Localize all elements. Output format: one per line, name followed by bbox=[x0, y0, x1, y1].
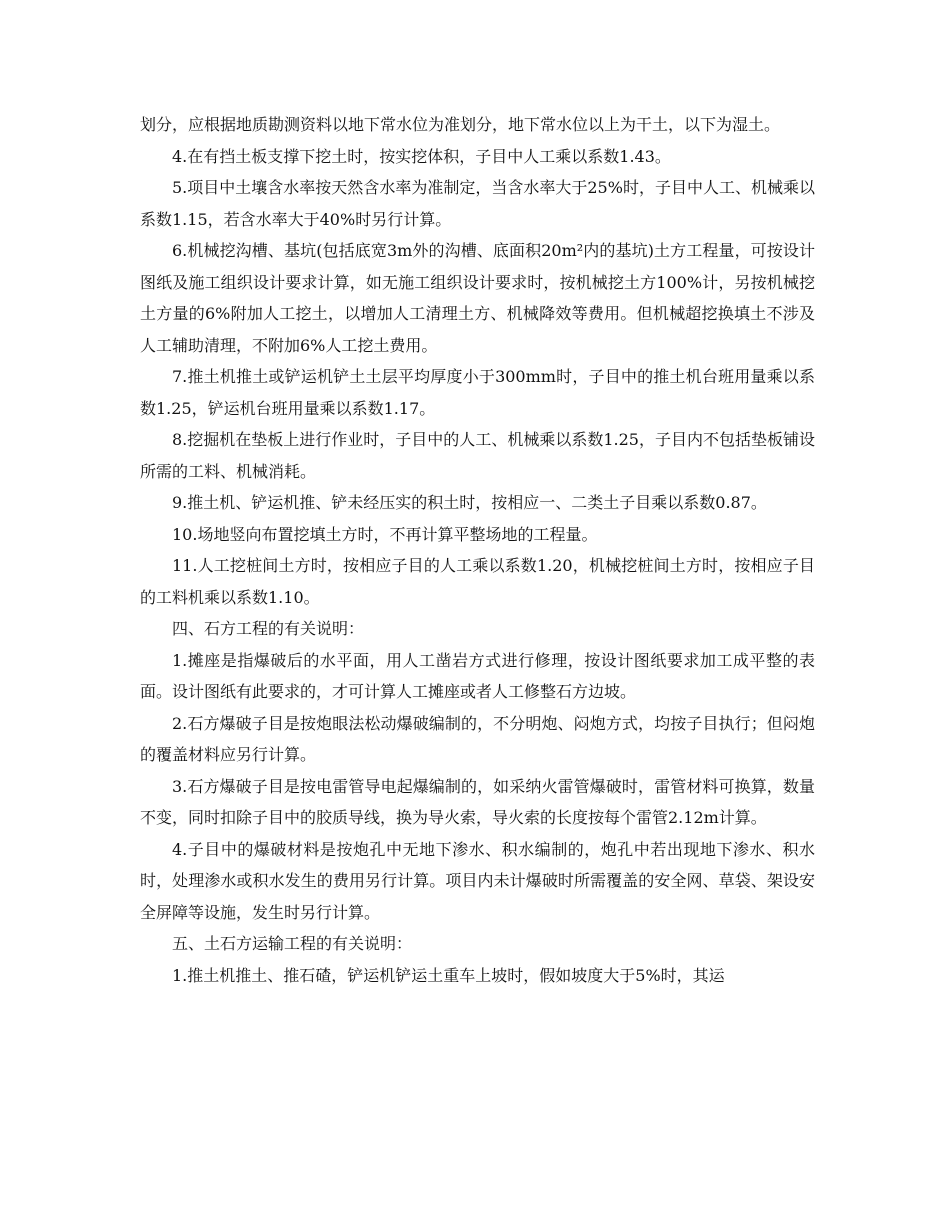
paragraph: 8.挖掘机在垫板上进行作业时，子目中的人工、机械乘以系数1.25，子目内不包括垫板铺设所需的工料、机械消耗。 bbox=[140, 430, 815, 481]
paragraph: 4.子目中的爆破材料是按炮孔中无地下渗水、积水编制的，炮孔中若出现地下渗水、积水时，处理渗水或积水发生的费用另行计算。项目内未计爆破时所需覆盖的安全网、草袋、架设安全屏障等设施，发生时另行计算。 bbox=[140, 839, 815, 922]
paragraph: 划分，应根据地质勘测资料以地下常水位为准划分，地下常水位以上为干土，以下为湿土。 bbox=[140, 115, 781, 134]
paragraph: 7.推土机推土或铲运机铲土土层平均厚度小于300mm时，子目中的推土机台班用量乘以系数1.25，铲运机台班用量乘以系数1.17。 bbox=[140, 367, 815, 418]
section-heading: 五、土石方运输工程的有关说明： bbox=[172, 934, 413, 953]
paragraph: 9.推土机、铲运机推、铲未经压实的积土时，按相应一、二类土子目乘以系数0.87。 bbox=[172, 493, 767, 512]
paragraph: 11.人工挖桩间土方时，按相应子目的人工乘以系数1.20，机械挖桩间土方时，按相应子目的工料机乘以系数1.10。 bbox=[140, 556, 815, 607]
paragraph: 6.机械挖沟槽、基坑(包括底宽3m外的沟槽、底面积20m²内的基坑)土方工程量，可按设计图纸及施工组织设计要求计算，如无施工组织设计要求时，按机械挖土方100%计，另按机械挖土方量的6%附加人工挖土，以增加人工清理土方、机械降效等费用。但机械超挖换填土不涉及人工辅助清理，不附加6%人工挖土费用。 bbox=[140, 241, 815, 355]
paragraph: 1.推土机推土、推石碴，铲运机铲运土重车上坡时，假如坡度大于5%时，其运 bbox=[172, 965, 725, 985]
paragraph: 10.场地竖向布置挖填土方时，不再计算平整场地的工程量。 bbox=[172, 524, 598, 544]
document-body bbox=[140, 109, 815, 991]
paragraph: 1.摊座是指爆破后的水平面，用人工凿岩方式进行修理，按设计图纸要求加工成平整的表面。设计图纸有此要求的，才可计算人工摊座或者人工修整石方边坡。 bbox=[140, 650, 815, 701]
paragraph: 3.石方爆破子目是按电雷管导电起爆编制的，如采纳火雷管爆破时，雷管材料可换算，数量不变，同时扣除子目中的胶质导线，换为导火索，导火索的长度按每个雷管2.12m计算。 bbox=[140, 776, 815, 827]
section-heading: 四、石方工程的有关说明： bbox=[172, 619, 365, 638]
paragraph: 5.项目中土壤含水率按天然含水率为准制定，当含水率大于25%时，子目中人工、机械乘以系数1.15，若含水率大于40%时另行计算。 bbox=[140, 178, 815, 229]
paragraph: 2.石方爆破子目是按炮眼法松动爆破编制的，不分明炮、闷炮方式，均按子目执行；但闷炮的覆盖材料应另行计算。 bbox=[140, 713, 815, 764]
paragraph: 4.在有挡土板支撑下挖土时，按实挖体积，子目中人工乘以系数1.43。 bbox=[172, 146, 671, 166]
